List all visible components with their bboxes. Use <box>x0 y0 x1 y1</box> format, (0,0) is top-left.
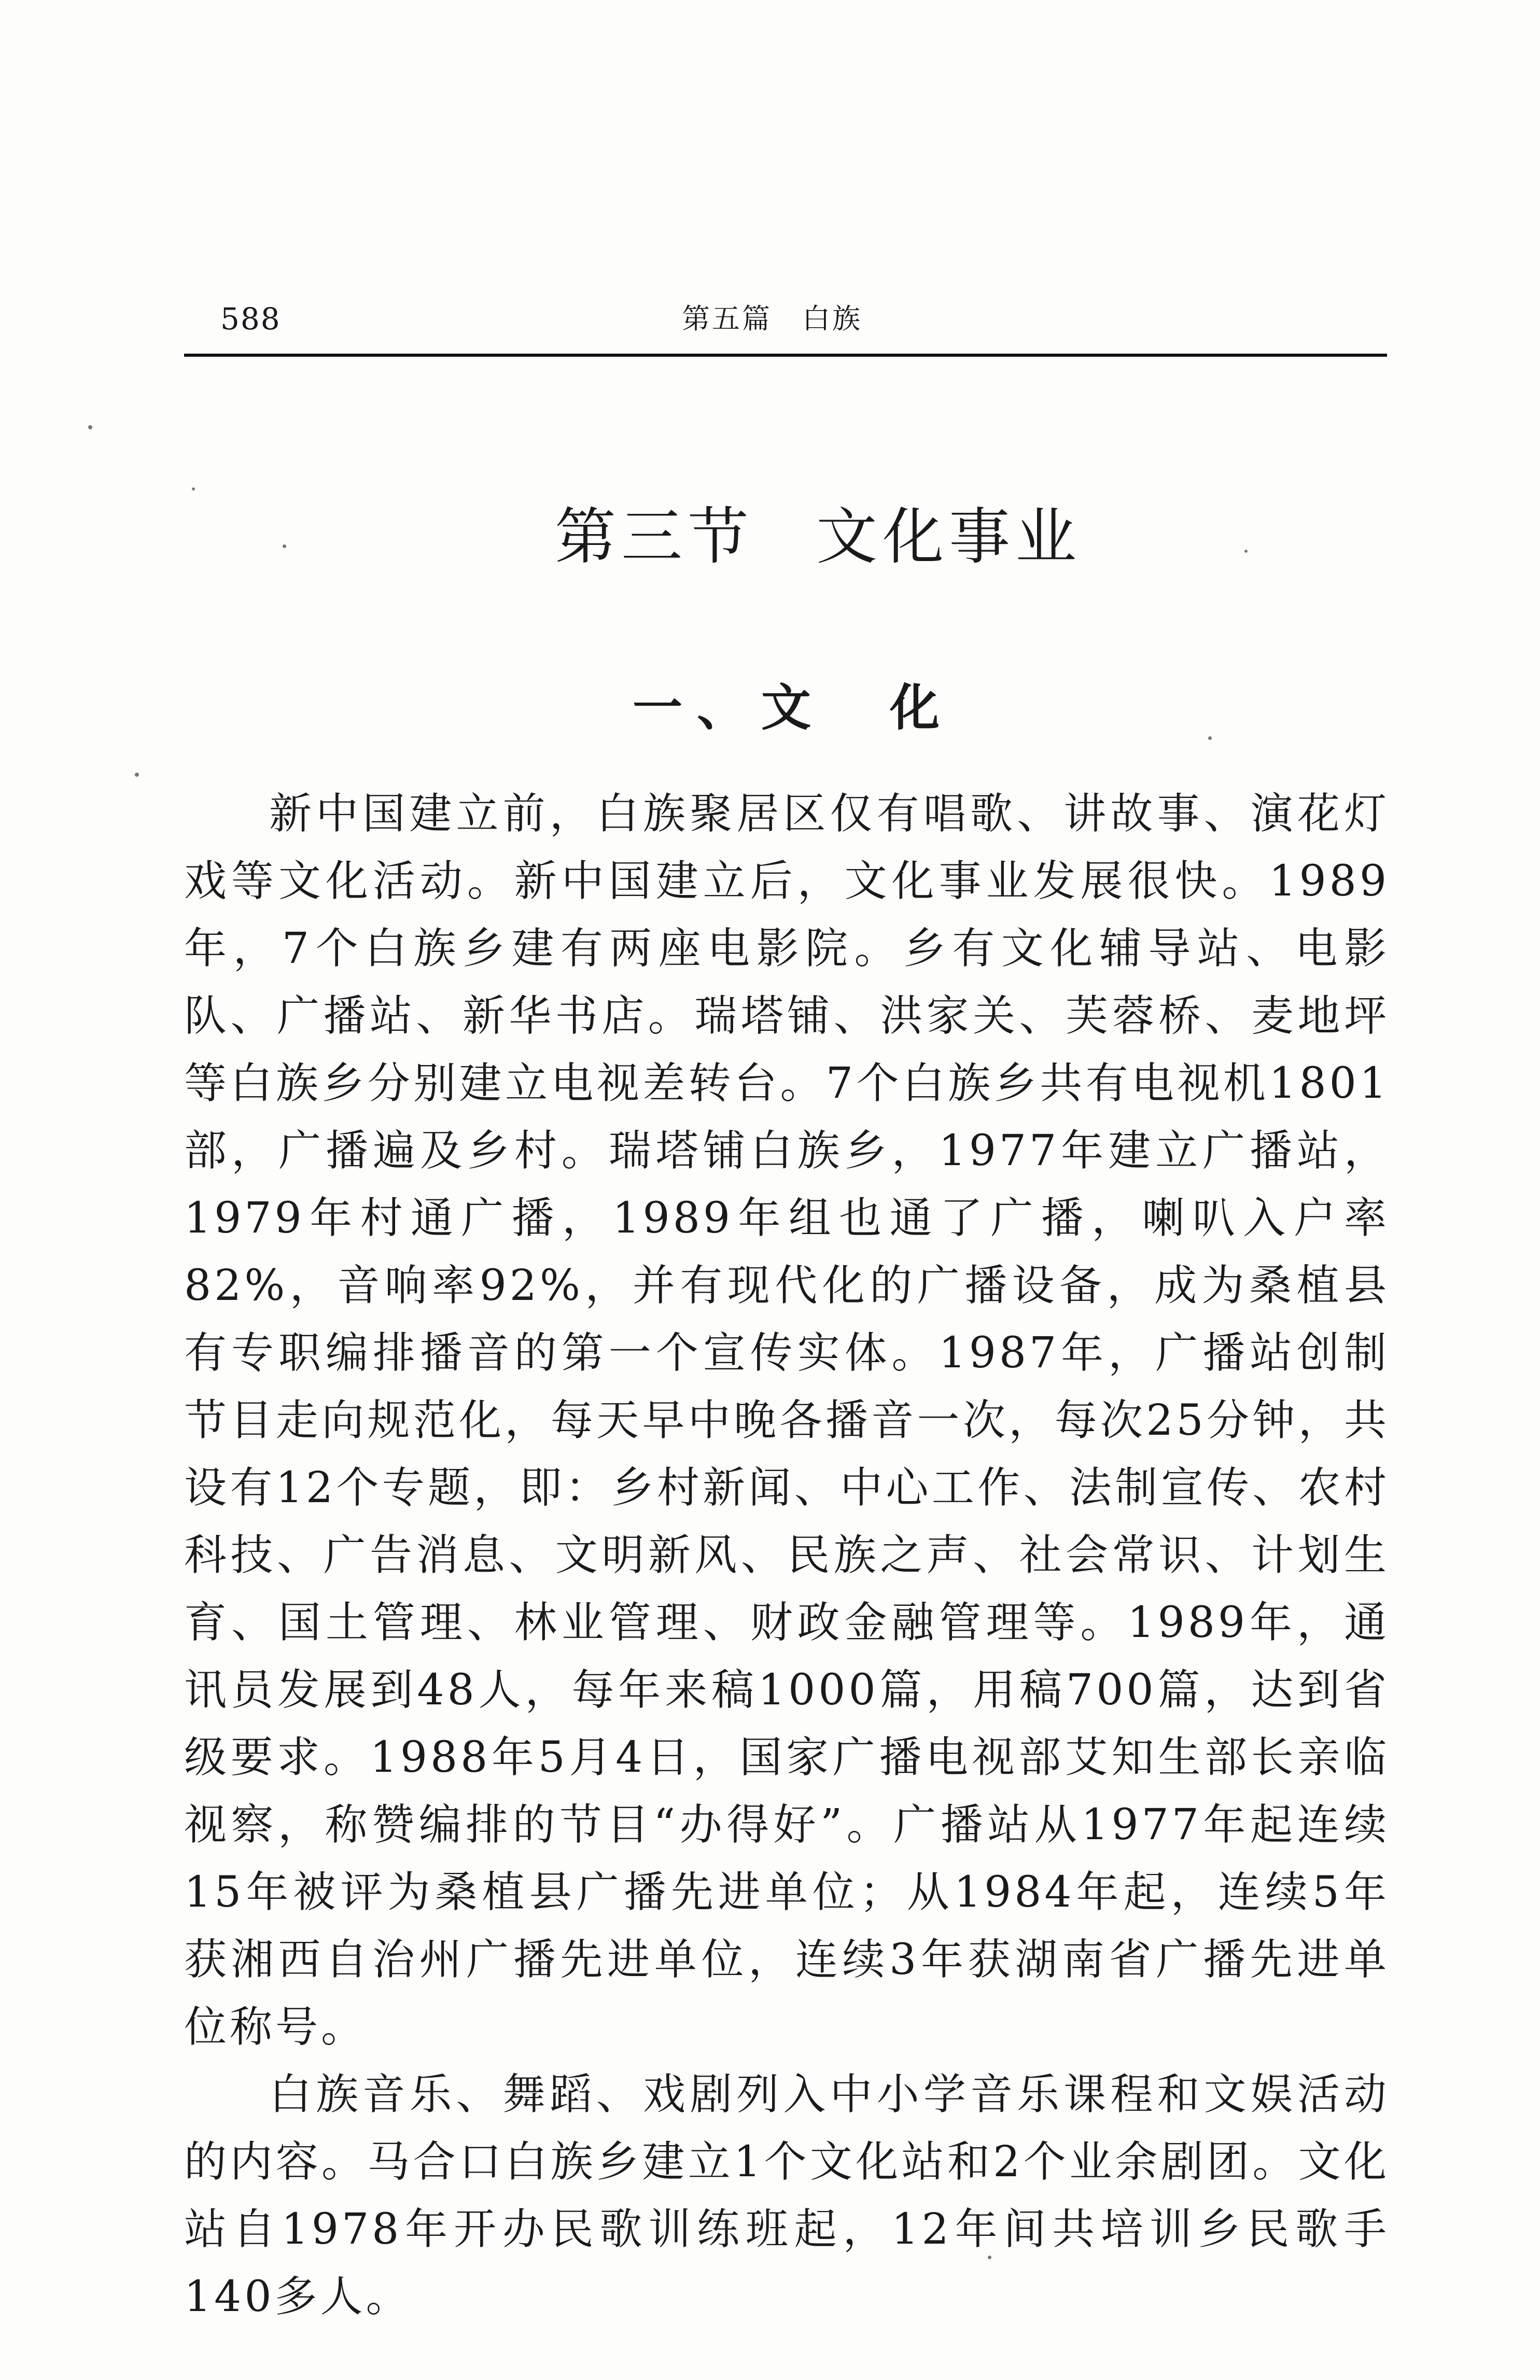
header-rule <box>184 354 1387 357</box>
scan-speck <box>1208 736 1212 740</box>
section-number: 第三节 <box>555 501 754 572</box>
scan-speck <box>283 544 286 548</box>
paragraph: 新中国建立前，白族聚居区仅有唱歌、讲故事、演花灯戏等文化活动。新中国建立后，文化事业发展很快。1989年，7个白族乡建有两座电影院。乡有文化辅导站、电影队、广播站、新华书店。瑞塔铺、洪家关、芙蓉桥、麦地坪等白族乡分别建立电视差转台。7个白族乡共有电视机1801部，广播遍及乡村。瑞塔铺白族乡，1977年建立广播站，1979年村通广播，1989年组也通了广播，喇叭入户率82%，音响率92%，并有现代化的广播设备，成为桑植县有专职编排播音的第一个宣传实体。1987年，广播站创制节目走向规范化，每天早中晚各播音一次，每次25分钟，共设有12个专题，即：乡村新闻、中心工作、法制宣传、农村科技、广告消息、文明新风、民族之声、社会常识、计划生育、国土管理、林业管理、财政金融管理等。1989年，通讯员发展到48人，每年来稿1000篇，用稿700篇，达到省级要求。1988年5月4日，国家广播电视部艾知生部长亲临视察，称赞编排的节目“办得好”。广播站从1977年起连续15年被评为桑植县广播先进单位；从1984年起，连续5年获湘西自治州广播先进单位，连续3年获湖南省广播先进单位称号。 <box>184 789 1390 2052</box>
body-text <box>184 780 1390 2331</box>
section-name: 文化事业 <box>816 501 1082 572</box>
scan-speck <box>1244 550 1248 553</box>
running-title: 第五篇 白族 <box>682 302 862 335</box>
page-number: 588 <box>220 301 281 337</box>
scan-speck <box>988 2256 991 2259</box>
scan-speck <box>88 425 92 429</box>
scan-speck <box>135 773 139 777</box>
scan-speck <box>192 487 195 491</box>
page-header <box>184 290 1387 347</box>
section-title <box>555 498 1082 576</box>
paragraph: 白族音乐、舞蹈、戏剧列入中小学音乐课程和文娱活动的内容。马合口白族乡建立1个文化站和2个业余剧团。文化站自1978年开办民歌训练班起，12年间共培训乡民歌手140多人。 <box>184 2070 1390 2321</box>
subsection-title: 一、文 化 <box>633 678 954 737</box>
